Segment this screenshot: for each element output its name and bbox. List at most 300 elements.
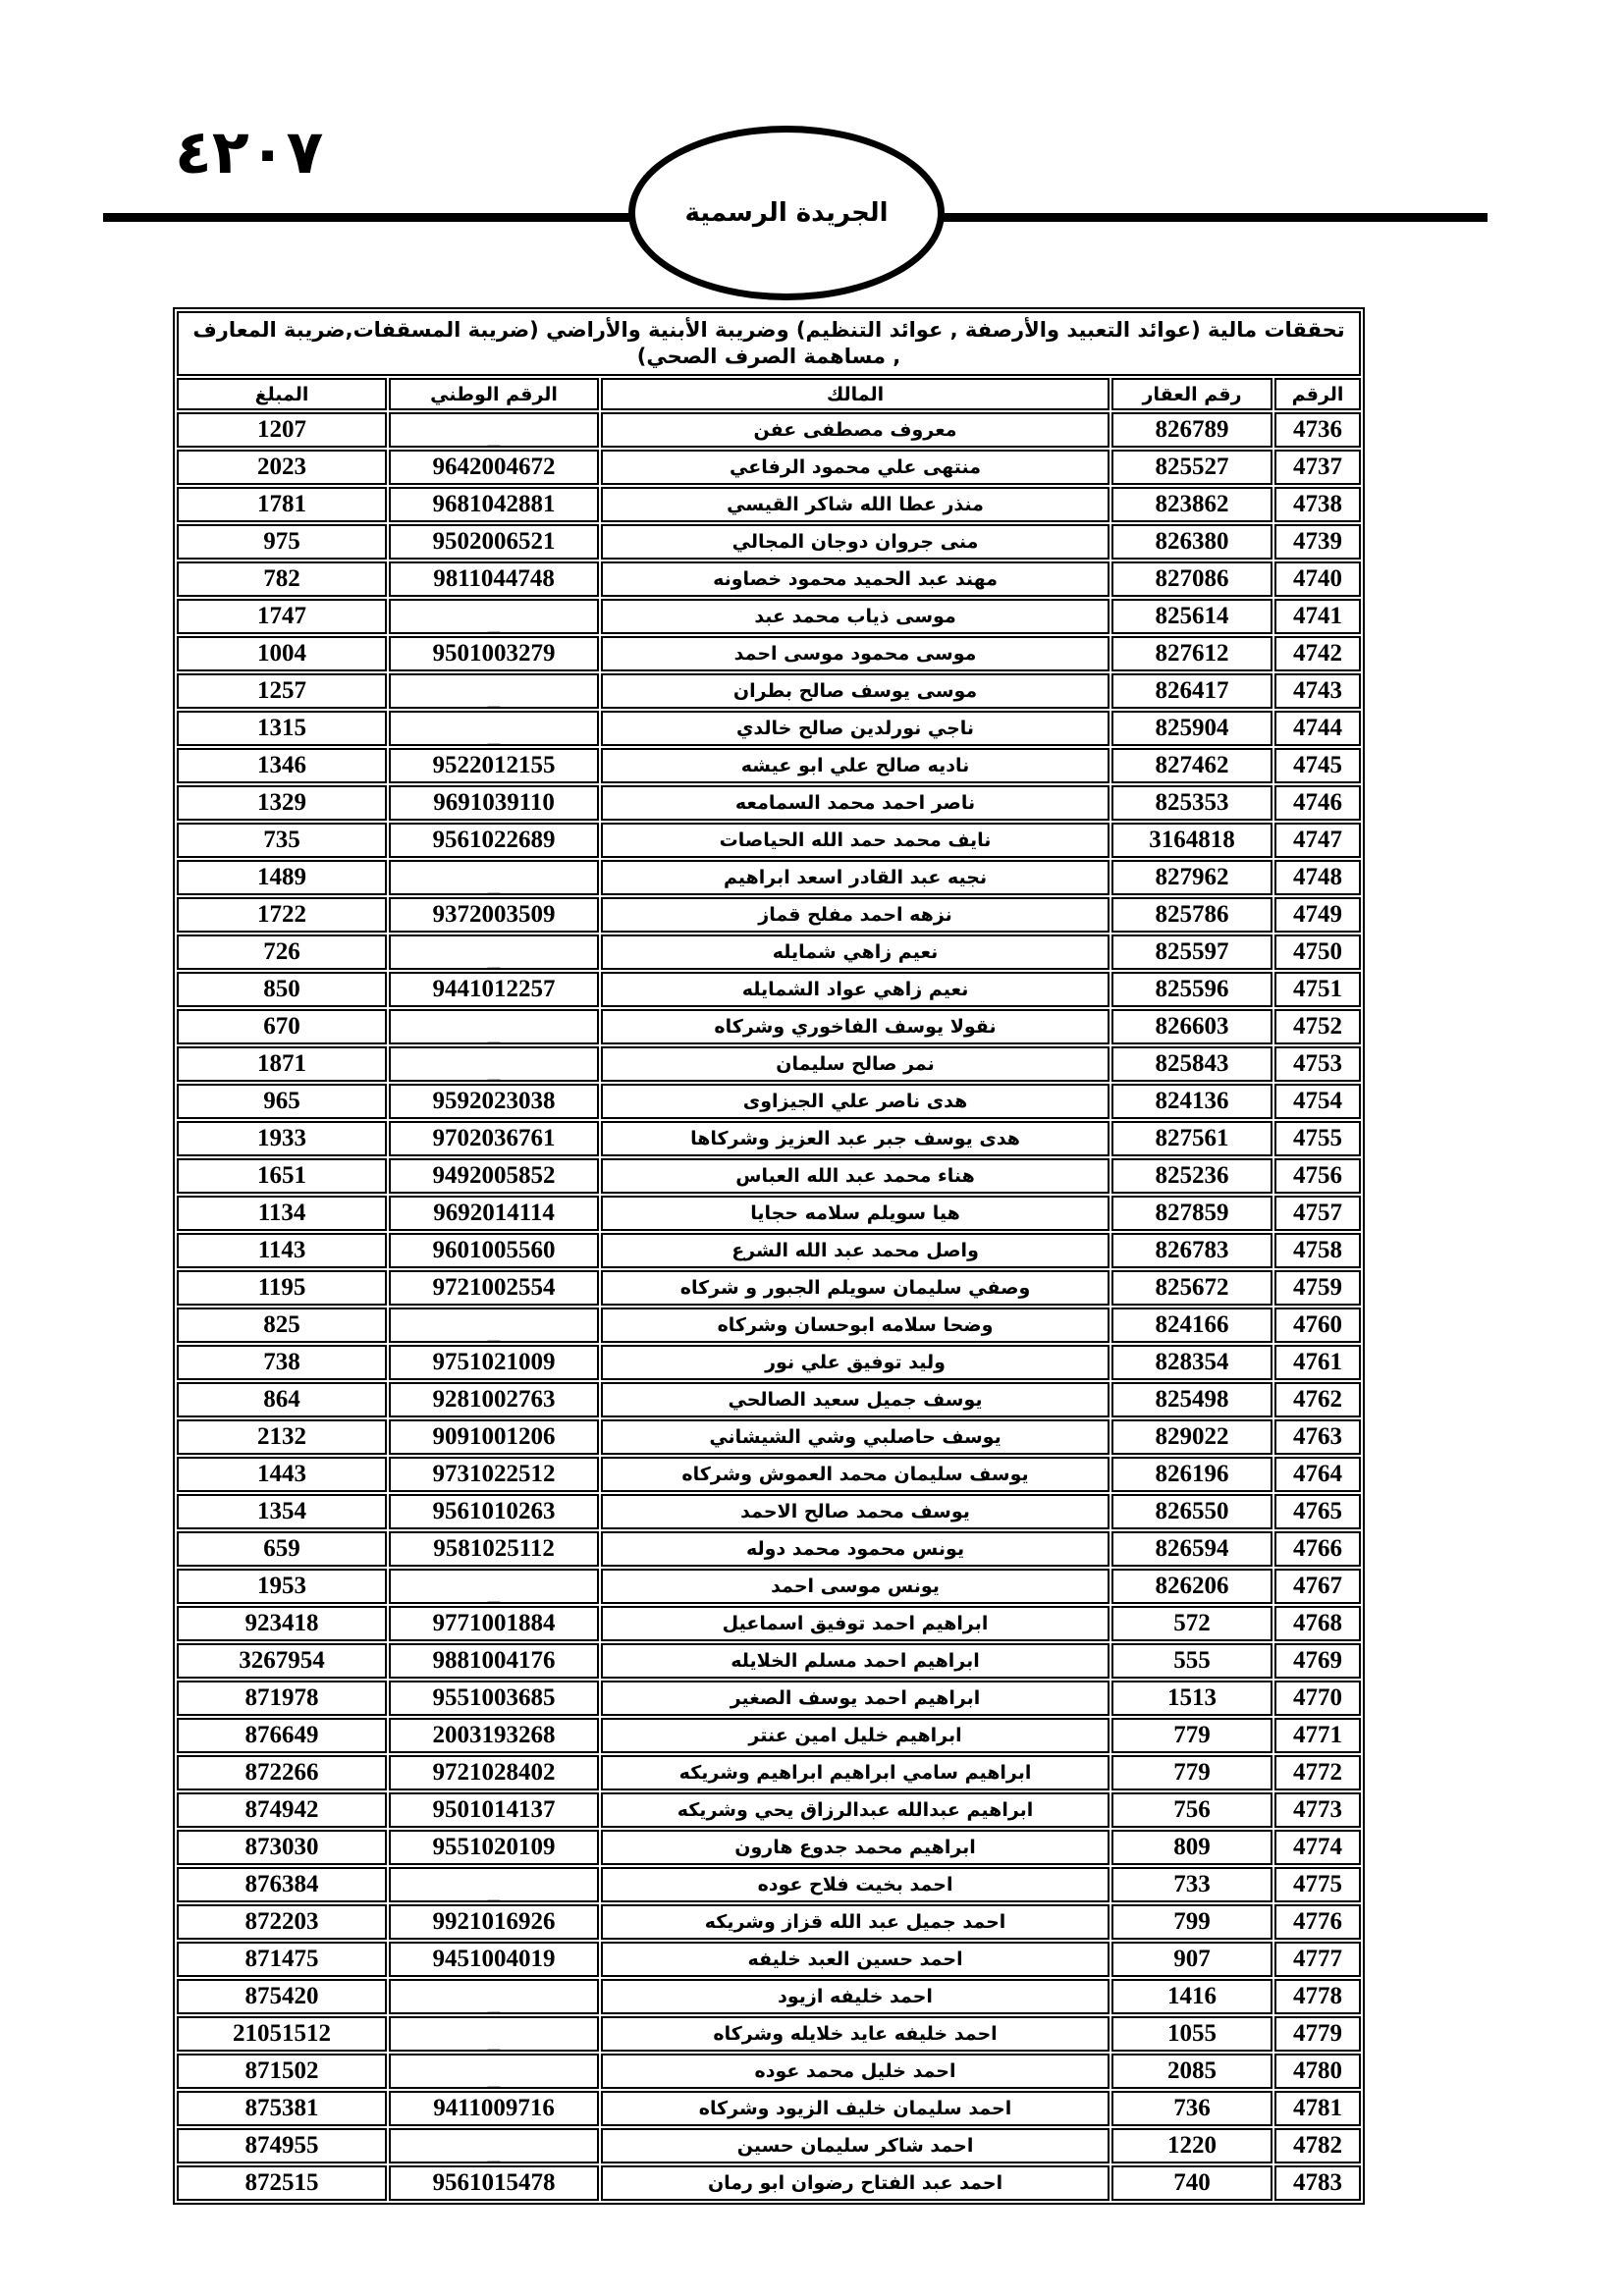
national-id: 9721028402: [389, 1755, 599, 1790]
amount: 2132: [177, 1419, 387, 1455]
owner-name: ابراهيم خليل امين عنتر: [601, 1718, 1110, 1753]
row-num: 4776: [1274, 1904, 1361, 1940]
amount: 873030: [177, 1830, 387, 1865]
header-property: رقم العقار: [1111, 378, 1272, 410]
national-id: _: [389, 1979, 599, 2014]
amount: 864: [177, 1382, 387, 1417]
table-row: [177, 1308, 1361, 1343]
table-row: [177, 636, 1361, 671]
national-id: _: [389, 2016, 599, 2052]
property-number: 733: [1111, 1867, 1272, 1902]
row-num: 4765: [1274, 1494, 1361, 1529]
row-num: 4738: [1274, 487, 1361, 522]
owner-name: يوسف محمد صالح الاحمد: [601, 1494, 1110, 1529]
financial-dues-table: [173, 307, 1365, 2205]
row-num: 4769: [1274, 1643, 1361, 1679]
table-row: [177, 2054, 1361, 2089]
national-id: 9581025112: [389, 1531, 599, 1567]
row-num: 4741: [1274, 599, 1361, 634]
table-title: تحققات مالية (عوائد التعبيد والأرصفة , عوائد التنظيم) وضريبة الأبنية والأراضي (ضريبة المسقفات,ضريبة المعارف , مساهمة الصرف الصحي): [177, 311, 1361, 376]
amount: 738: [177, 1345, 387, 1380]
amount: 850: [177, 972, 387, 1007]
owner-name: موسى يوسف صالح بطران: [601, 673, 1110, 709]
national-id: 9372003509: [389, 897, 599, 933]
national-id: _: [389, 860, 599, 895]
header-num: الرقم: [1274, 378, 1361, 410]
owner-name: نمر صالح سليمان: [601, 1046, 1110, 1082]
row-num: 4737: [1274, 450, 1361, 485]
property-number: 756: [1111, 1792, 1272, 1828]
property-number: 736: [1111, 2091, 1272, 2126]
owner-name: موسى محمود موسى احمد: [601, 636, 1110, 671]
row-num: 4743: [1274, 673, 1361, 709]
owner-name: احمد عبد الفتاح رضوان ابو رمان: [601, 2165, 1110, 2201]
national-id: 9561022689: [389, 823, 599, 858]
national-id: _: [389, 2054, 599, 2089]
amount: 1354: [177, 1494, 387, 1529]
amount: 965: [177, 1084, 387, 1119]
header-owner: المالك: [601, 378, 1110, 410]
table-row: [177, 2128, 1361, 2163]
table-row: [177, 2091, 1361, 2126]
owner-name: ابراهيم سامي ابراهيم ابراهيم وشريكه: [601, 1755, 1110, 1790]
table-row: [177, 1494, 1361, 1529]
amount: 1346: [177, 748, 387, 783]
national-id: _: [389, 2128, 599, 2163]
table-row: [177, 1643, 1361, 1679]
row-num: 4751: [1274, 972, 1361, 1007]
amount: 21051512: [177, 2016, 387, 2052]
table-row: [177, 1084, 1361, 1119]
amount: 1329: [177, 785, 387, 821]
row-num: 4760: [1274, 1308, 1361, 1343]
owner-name: ناصر احمد محمد السمامعه: [601, 785, 1110, 821]
national-id: 9561010263: [389, 1494, 599, 1529]
row-num: 4774: [1274, 1830, 1361, 1865]
amount: 1489: [177, 860, 387, 895]
row-num: 4783: [1274, 2165, 1361, 2201]
owner-name: ابراهيم عبدالله عبدالرزاق يحي وشريكه: [601, 1792, 1110, 1828]
national-id: _: [389, 711, 599, 746]
national-id: 9721002554: [389, 1270, 599, 1306]
national-id: 9551003685: [389, 1681, 599, 1716]
table-row: [177, 1046, 1361, 1082]
owner-name: احمد خليفه عايد خلايله وشركاه: [601, 2016, 1110, 2052]
table-row: [177, 1979, 1361, 2014]
property-number: 1416: [1111, 1979, 1272, 2014]
owner-name: هدى يوسف جبر عبد العزيز وشركاها: [601, 1121, 1110, 1156]
amount: 782: [177, 561, 387, 597]
property-number: 2085: [1111, 2054, 1272, 2089]
amount: 1134: [177, 1196, 387, 1231]
property-number: 823862: [1111, 487, 1272, 522]
table-row: [177, 1867, 1361, 1902]
owner-name: احمد خليل محمد عوده: [601, 2054, 1110, 2089]
national-id: 9441012257: [389, 972, 599, 1007]
amount: 874955: [177, 2128, 387, 2163]
table-row: [177, 524, 1361, 560]
amount: 1722: [177, 897, 387, 933]
amount: 726: [177, 934, 387, 970]
row-num: 4753: [1274, 1046, 1361, 1082]
property-number: 809: [1111, 1830, 1272, 1865]
amount: 871978: [177, 1681, 387, 1716]
row-num: 4761: [1274, 1345, 1361, 1380]
table-row: [177, 934, 1361, 970]
owner-name: ناديه صالح علي ابو عيشه: [601, 748, 1110, 783]
row-num: 4763: [1274, 1419, 1361, 1455]
table-row: [177, 1345, 1361, 1380]
table-row: [177, 748, 1361, 783]
table-row: [177, 1270, 1361, 1306]
owner-name: وليد توفيق علي نور: [601, 1345, 1110, 1380]
owner-name: منى جروان دوجان المجالي: [601, 524, 1110, 560]
national-id: 9702036761: [389, 1121, 599, 1156]
row-num: 4742: [1274, 636, 1361, 671]
property-number: 825596: [1111, 972, 1272, 1007]
property-number: 572: [1111, 1606, 1272, 1641]
property-number: 826206: [1111, 1569, 1272, 1604]
table-row: [177, 1382, 1361, 1417]
row-num: 4749: [1274, 897, 1361, 933]
amount: 1195: [177, 1270, 387, 1306]
owner-name: يونس محمود محمد دوله: [601, 1531, 1110, 1567]
amount: 874942: [177, 1792, 387, 1828]
table-row: [177, 1531, 1361, 1567]
table-row: [177, 1009, 1361, 1044]
property-number: 825498: [1111, 1382, 1272, 1417]
national-id: 9691039110: [389, 785, 599, 821]
property-number: 825843: [1111, 1046, 1272, 1082]
owner-name: ابراهيم احمد توفيق اسماعيل: [601, 1606, 1110, 1641]
owner-name: وضحا سلامه ابوحسان وشركاه: [601, 1308, 1110, 1343]
row-num: 4752: [1274, 1009, 1361, 1044]
row-num: 4766: [1274, 1531, 1361, 1567]
amount: 975: [177, 524, 387, 560]
property-number: 824136: [1111, 1084, 1272, 1119]
owner-name: يوسف سليمان محمد العموش وشركاه: [601, 1457, 1110, 1492]
table-row: [177, 1681, 1361, 1716]
amount: 871502: [177, 2054, 387, 2089]
owner-name: نقولا يوسف الفاخوري وشركاه: [601, 1009, 1110, 1044]
national-id: _: [389, 412, 599, 448]
amount: 1207: [177, 412, 387, 448]
property-number: 825672: [1111, 1270, 1272, 1306]
row-num: 4777: [1274, 1942, 1361, 1977]
owner-name: مهند عبد الحميد محمود خصاونه: [601, 561, 1110, 597]
row-num: 4779: [1274, 2016, 1361, 2052]
table-row: [177, 561, 1361, 597]
amount: 1871: [177, 1046, 387, 1082]
table-row: [177, 412, 1361, 448]
row-num: 4778: [1274, 1979, 1361, 2014]
owner-name: هناء محمد عبد الله العباس: [601, 1158, 1110, 1194]
owner-name: يوسف حاصلبي وشي الشيشاني: [601, 1419, 1110, 1455]
row-num: 4772: [1274, 1755, 1361, 1790]
property-number: 827561: [1111, 1121, 1272, 1156]
national-id: 9551020109: [389, 1830, 599, 1865]
header-emblem: [628, 126, 945, 300]
table-row: [177, 1233, 1361, 1268]
national-id: _: [389, 1308, 599, 1343]
property-number: 799: [1111, 1904, 1272, 1940]
table-row: [177, 2165, 1361, 2201]
property-number: 826603: [1111, 1009, 1272, 1044]
table-row: [177, 1569, 1361, 1604]
row-num: 4781: [1274, 2091, 1361, 2126]
owner-name: هيا سويلم سلامه حجايا: [601, 1196, 1110, 1231]
table-row: [177, 1158, 1361, 1194]
row-num: 4770: [1274, 1681, 1361, 1716]
amount: 875420: [177, 1979, 387, 2014]
owner-name: ناجي نورلدين صالح خالدي: [601, 711, 1110, 746]
table-row: [177, 1792, 1361, 1828]
amount: 871475: [177, 1942, 387, 1977]
property-number: 555: [1111, 1643, 1272, 1679]
owner-name: نزهه احمد مفلح قماز: [601, 897, 1110, 933]
national-id: _: [389, 1569, 599, 1604]
amount: 876384: [177, 1867, 387, 1902]
property-number: 1513: [1111, 1681, 1272, 1716]
table-row: [177, 1904, 1361, 1940]
table-header-row: [177, 378, 1361, 410]
property-number: 826789: [1111, 412, 1272, 448]
row-num: 4745: [1274, 748, 1361, 783]
row-num: 4750: [1274, 934, 1361, 970]
national-id: 9811044748: [389, 561, 599, 597]
table-row: [177, 1755, 1361, 1790]
owner-name: ابراهيم احمد يوسف الصغير: [601, 1681, 1110, 1716]
row-num: 4767: [1274, 1569, 1361, 1604]
owner-name: احمد شاكر سليمان حسين: [601, 2128, 1110, 2163]
amount: 872515: [177, 2165, 387, 2201]
national-id: 9411009716: [389, 2091, 599, 2126]
property-number: 826550: [1111, 1494, 1272, 1529]
national-id: 9561015478: [389, 2165, 599, 2201]
property-number: 825904: [1111, 711, 1272, 746]
national-id: 9731022512: [389, 1457, 599, 1492]
row-num: 4744: [1274, 711, 1361, 746]
national-id: 9492005852: [389, 1158, 599, 1194]
table-row: [177, 972, 1361, 1007]
table-row: [177, 1718, 1361, 1753]
owner-name: يوسف جميل سعيد الصالحي: [601, 1382, 1110, 1417]
property-number: 907: [1111, 1942, 1272, 1977]
table-row: [177, 823, 1361, 858]
property-number: 827962: [1111, 860, 1272, 895]
owner-name: واصل محمد عبد الله الشرع: [601, 1233, 1110, 1268]
national-id: 9642004672: [389, 450, 599, 485]
row-num: 4771: [1274, 1718, 1361, 1753]
row-num: 4755: [1274, 1121, 1361, 1156]
amount: 1143: [177, 1233, 387, 1268]
owner-name: منتهى علي محمود الرفاعي: [601, 450, 1110, 485]
property-number: 1220: [1111, 2128, 1272, 2163]
national-id: _: [389, 1867, 599, 1902]
row-num: 4775: [1274, 1867, 1361, 1902]
national-id: _: [389, 599, 599, 634]
owner-name: نعيم زاهي عواد الشمايله: [601, 972, 1110, 1007]
property-number: 829022: [1111, 1419, 1272, 1455]
amount: 1953: [177, 1569, 387, 1604]
property-number: 827612: [1111, 636, 1272, 671]
owner-name: احمد سليمان خليف الزيود وشركاه: [601, 2091, 1110, 2126]
gazette-title: الجريدة الرسمية: [684, 198, 889, 228]
table-row: [177, 673, 1361, 709]
amount: 825: [177, 1308, 387, 1343]
property-number: 825597: [1111, 934, 1272, 970]
table-row: [177, 2016, 1361, 2052]
property-number: 826594: [1111, 1531, 1272, 1567]
national-id: _: [389, 673, 599, 709]
header-amount: المبلغ: [177, 378, 387, 410]
property-number: 827462: [1111, 748, 1272, 783]
owner-name: نايف محمد حمد الله الحياصات: [601, 823, 1110, 858]
row-num: 4740: [1274, 561, 1361, 597]
national-id: 2003193268: [389, 1718, 599, 1753]
owner-name: احمد حسين العبد خليفه: [601, 1942, 1110, 1977]
national-id: 9751021009: [389, 1345, 599, 1380]
amount: 872203: [177, 1904, 387, 1940]
owner-name: ابراهيم احمد مسلم الخلايله: [601, 1643, 1110, 1679]
owner-name: ابراهيم محمد جدوع هارون: [601, 1830, 1110, 1865]
owner-name: منذر عطا الله شاكر القيسي: [601, 487, 1110, 522]
national-id: 9681042881: [389, 487, 599, 522]
national-id: 9501003279: [389, 636, 599, 671]
table-row: [177, 1121, 1361, 1156]
row-num: 4748: [1274, 860, 1361, 895]
row-num: 4764: [1274, 1457, 1361, 1492]
owner-name: احمد خليفه ازيود: [601, 1979, 1110, 2014]
property-number: 740: [1111, 2165, 1272, 2201]
property-number: 825614: [1111, 599, 1272, 634]
owner-name: احمد جميل عبد الله قزاز وشريكه: [601, 1904, 1110, 1940]
table-row: [177, 1830, 1361, 1865]
property-number: 828354: [1111, 1345, 1272, 1380]
owner-name: يونس موسى احمد: [601, 1569, 1110, 1604]
property-number: 826783: [1111, 1233, 1272, 1268]
owner-name: نجيه عبد القادر اسعد ابراهيم: [601, 860, 1110, 895]
owner-name: هدى ناصر علي الجيزاوى: [601, 1084, 1110, 1119]
national-id: 9522012155: [389, 748, 599, 783]
amount: 1315: [177, 711, 387, 746]
table-row: [177, 450, 1361, 485]
national-id: 9502006521: [389, 524, 599, 560]
table-row: [177, 1606, 1361, 1641]
amount: 872266: [177, 1755, 387, 1790]
amount: 875381: [177, 2091, 387, 2126]
property-number: 779: [1111, 1755, 1272, 1790]
property-number: 827859: [1111, 1196, 1272, 1231]
national-id: 9592023038: [389, 1084, 599, 1119]
owner-name: معروف مصطفى عفن: [601, 412, 1110, 448]
table-row: [177, 860, 1361, 895]
property-number: 779: [1111, 1718, 1272, 1753]
table-row: [177, 1419, 1361, 1455]
table-row: [177, 1196, 1361, 1231]
property-number: 825786: [1111, 897, 1272, 933]
owner-name: احمد بخيت فلاح عوده: [601, 1867, 1110, 1902]
row-num: 4773: [1274, 1792, 1361, 1828]
property-number: 824166: [1111, 1308, 1272, 1343]
national-id: 9451004019: [389, 1942, 599, 1977]
amount: 1004: [177, 636, 387, 671]
row-num: 4756: [1274, 1158, 1361, 1194]
row-num: 4757: [1274, 1196, 1361, 1231]
row-num: 4768: [1274, 1606, 1361, 1641]
national-id: 9281002763: [389, 1382, 599, 1417]
table-row: [177, 599, 1361, 634]
amount: 2023: [177, 450, 387, 485]
property-number: 826196: [1111, 1457, 1272, 1492]
amount: 1781: [177, 487, 387, 522]
owner-name: موسى ذياب محمد عبد: [601, 599, 1110, 634]
amount: 670: [177, 1009, 387, 1044]
national-id: 9921016926: [389, 1904, 599, 1940]
property-number: 825353: [1111, 785, 1272, 821]
row-num: 4762: [1274, 1382, 1361, 1417]
amount: 1443: [177, 1457, 387, 1492]
row-num: 4746: [1274, 785, 1361, 821]
owner-name: وصفي سليمان سويلم الجبور و شركاه: [601, 1270, 1110, 1306]
amount: 659: [177, 1531, 387, 1567]
property-number: 825236: [1111, 1158, 1272, 1194]
national-id: 9091001206: [389, 1419, 599, 1455]
property-number: 826417: [1111, 673, 1272, 709]
table-row: [177, 785, 1361, 821]
amount: 1933: [177, 1121, 387, 1156]
row-num: 4758: [1274, 1233, 1361, 1268]
table-title-row: [177, 311, 1361, 376]
table-row: [177, 711, 1361, 746]
property-number: 1055: [1111, 2016, 1272, 2052]
property-number: 827086: [1111, 561, 1272, 597]
amount: 1747: [177, 599, 387, 634]
national-id: _: [389, 1009, 599, 1044]
amount: 3267954: [177, 1643, 387, 1679]
table-row: [177, 487, 1361, 522]
row-num: 4782: [1274, 2128, 1361, 2163]
row-num: 4754: [1274, 1084, 1361, 1119]
owner-name: نعيم زاهي شمايله: [601, 934, 1110, 970]
national-id: 9881004176: [389, 1643, 599, 1679]
property-number: 3164818: [1111, 823, 1272, 858]
row-num: 4780: [1274, 2054, 1361, 2089]
table-row: [177, 897, 1361, 933]
table-row: [177, 1457, 1361, 1492]
amount: 876649: [177, 1718, 387, 1753]
national-id: 9771001884: [389, 1606, 599, 1641]
national-id: 9501014137: [389, 1792, 599, 1828]
table-row: [177, 1942, 1361, 1977]
row-num: 4739: [1274, 524, 1361, 560]
amount: 923418: [177, 1606, 387, 1641]
national-id: _: [389, 934, 599, 970]
amount: 1651: [177, 1158, 387, 1194]
amount: 1257: [177, 673, 387, 709]
page-number: ٤٢٠٧: [175, 116, 324, 187]
row-num: 4736: [1274, 412, 1361, 448]
row-num: 4747: [1274, 823, 1361, 858]
national-id: 9692014114: [389, 1196, 599, 1231]
header-national-id: الرقم الوطني: [389, 378, 599, 410]
property-number: 826380: [1111, 524, 1272, 560]
row-num: 4759: [1274, 1270, 1361, 1306]
national-id: 9601005560: [389, 1233, 599, 1268]
property-number: 825527: [1111, 450, 1272, 485]
national-id: _: [389, 1046, 599, 1082]
amount: 735: [177, 823, 387, 858]
